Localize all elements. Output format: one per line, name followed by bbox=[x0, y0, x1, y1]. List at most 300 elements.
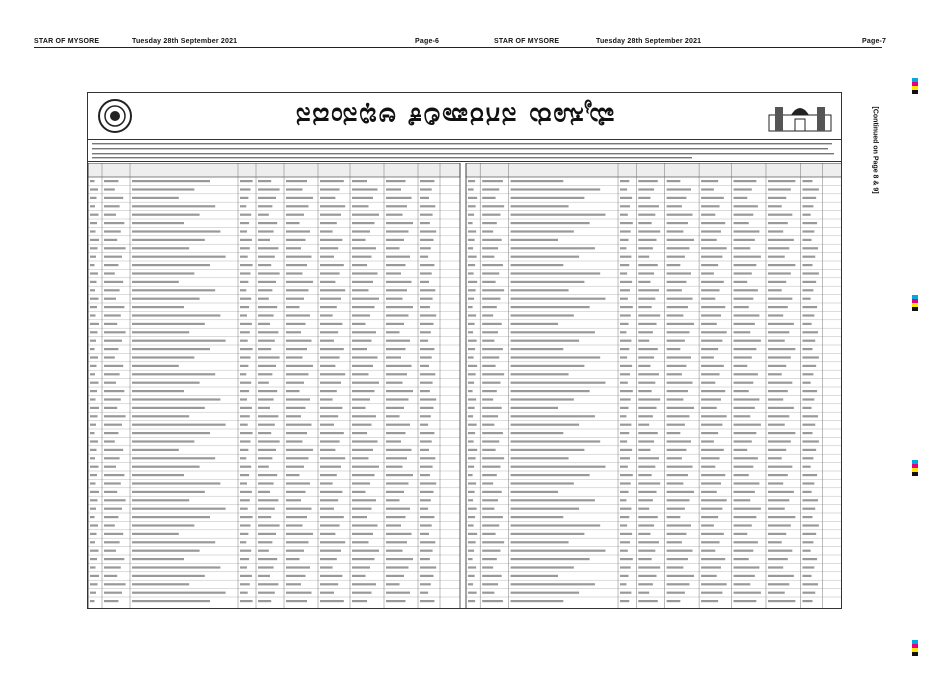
table-cell-text bbox=[667, 432, 681, 434]
table-cell-text bbox=[482, 466, 500, 468]
table-cell-text bbox=[386, 440, 401, 442]
table-cell-text bbox=[620, 575, 629, 577]
table-cell-text bbox=[240, 449, 248, 451]
table-cell-text bbox=[420, 365, 429, 367]
table-cell-text bbox=[734, 264, 757, 266]
table-cell-text bbox=[802, 541, 813, 543]
table-cell-text bbox=[482, 340, 494, 342]
table-cell-text bbox=[667, 583, 690, 585]
table-cell-text bbox=[468, 415, 473, 417]
table-cell-text bbox=[240, 550, 251, 552]
table-cell-text bbox=[638, 449, 650, 451]
table-cell-text bbox=[352, 533, 373, 535]
table-cell-text bbox=[701, 390, 725, 392]
table-cell-text bbox=[734, 214, 754, 216]
table-cell-text bbox=[90, 373, 95, 375]
table-cell-text bbox=[132, 440, 194, 442]
table-cell-text bbox=[420, 373, 435, 375]
table-cell-text bbox=[638, 281, 650, 283]
table-cell-text bbox=[320, 415, 338, 417]
table-cell-text bbox=[420, 457, 435, 459]
table-cell-text bbox=[90, 348, 95, 350]
table-cell-text bbox=[132, 575, 205, 577]
table-cell-text bbox=[132, 424, 226, 426]
table-cell-text bbox=[482, 205, 504, 207]
table-cell-text bbox=[468, 281, 477, 283]
table-cell-text bbox=[620, 180, 629, 182]
table-cell-text bbox=[511, 188, 601, 190]
table-cell-text bbox=[701, 415, 727, 417]
table-cell-text bbox=[482, 524, 499, 526]
table-cell-text bbox=[482, 592, 494, 594]
table-cell-text bbox=[286, 457, 309, 459]
table-cell-text bbox=[802, 180, 812, 182]
table-cell-text bbox=[386, 314, 409, 316]
table-cell-text bbox=[240, 466, 251, 468]
table-cell-text bbox=[258, 272, 280, 274]
table-cell-text bbox=[768, 524, 791, 526]
table-cell-text bbox=[352, 482, 370, 484]
table-cell-text bbox=[667, 415, 690, 417]
registration-marks-top bbox=[912, 78, 918, 94]
table-cell-text bbox=[701, 306, 725, 308]
table-cell-text bbox=[320, 508, 334, 510]
table-cell-text bbox=[620, 314, 631, 316]
table-cell-text bbox=[258, 407, 270, 409]
table-cell-text bbox=[240, 356, 251, 358]
table-cell-text bbox=[104, 566, 121, 568]
table-cell-text bbox=[132, 382, 200, 384]
table-cell-text bbox=[352, 264, 367, 266]
table-cell-text bbox=[386, 516, 406, 518]
table-cell-text bbox=[132, 205, 215, 207]
table-cell-text bbox=[638, 390, 651, 392]
table-cell-text bbox=[511, 340, 580, 342]
table-cell-text bbox=[638, 197, 650, 199]
table-cell-text bbox=[286, 356, 303, 358]
table-cell-text bbox=[511, 415, 595, 417]
table-cell-text bbox=[320, 222, 337, 224]
table-cell-text bbox=[734, 348, 757, 350]
table-cell-text bbox=[511, 583, 595, 585]
table-cell-text bbox=[734, 449, 748, 451]
table-cell-text bbox=[104, 440, 115, 442]
table-cell-text bbox=[320, 499, 338, 501]
table-cell-text bbox=[386, 466, 403, 468]
table-cell-text bbox=[286, 592, 312, 594]
table-cell-text bbox=[468, 340, 477, 342]
table-cell-text bbox=[320, 180, 344, 182]
table-cell-text bbox=[638, 314, 660, 316]
table-cell-text bbox=[258, 449, 276, 451]
table-cell-text bbox=[734, 466, 754, 468]
table-cell-text bbox=[701, 230, 721, 232]
table-cell-text bbox=[132, 239, 205, 241]
table-cell-text bbox=[667, 558, 688, 560]
table-cell-text bbox=[734, 516, 757, 518]
table-cell-text bbox=[104, 499, 126, 501]
table-cell-text bbox=[802, 440, 818, 442]
table-cell-text bbox=[320, 272, 340, 274]
table-cell-text bbox=[420, 247, 431, 249]
table-cell-text bbox=[286, 466, 304, 468]
table-cell-text bbox=[386, 331, 400, 333]
table-cell-text bbox=[104, 222, 124, 224]
table-cell-text bbox=[768, 440, 791, 442]
table-cell-text bbox=[768, 365, 786, 367]
table-cell-text bbox=[258, 575, 270, 577]
header-rule bbox=[34, 47, 882, 48]
table-cell-text bbox=[420, 180, 434, 182]
table-cell-text bbox=[468, 592, 477, 594]
table-cell-text bbox=[638, 516, 658, 518]
table-cell-text bbox=[802, 281, 816, 283]
table-cell-text bbox=[90, 457, 95, 459]
table-cell-text bbox=[734, 508, 761, 510]
table-cell-text bbox=[768, 424, 785, 426]
table-cell-text bbox=[386, 592, 410, 594]
table-cell-text bbox=[468, 205, 476, 207]
table-cell-text bbox=[352, 566, 370, 568]
table-cell-text bbox=[620, 214, 628, 216]
table-cell-text bbox=[620, 298, 628, 300]
table-cell-text bbox=[132, 289, 215, 291]
table-cell-text bbox=[511, 306, 590, 308]
table-cell-text bbox=[802, 264, 812, 266]
table-cell-text bbox=[386, 600, 406, 602]
table-cell-text bbox=[468, 533, 477, 535]
table-cell-text bbox=[511, 508, 580, 510]
table-cell-text bbox=[90, 424, 96, 426]
table-cell-text bbox=[90, 390, 97, 392]
table-cell-text bbox=[620, 398, 631, 400]
table-cell-text bbox=[802, 491, 811, 493]
table-cell-text bbox=[386, 272, 401, 274]
table-cell-text bbox=[132, 298, 200, 300]
table-cell-text bbox=[638, 499, 653, 501]
table-cell-text bbox=[420, 264, 434, 266]
table-cell-text bbox=[258, 550, 269, 552]
table-cell-text bbox=[511, 499, 595, 501]
table-cell-text bbox=[352, 432, 367, 434]
table-cell-text bbox=[104, 356, 115, 358]
table-cell-text bbox=[482, 314, 493, 316]
table-cell-text bbox=[258, 306, 277, 308]
table-cell-text bbox=[468, 491, 475, 493]
table-cell-text bbox=[734, 281, 748, 283]
table-cell-text bbox=[701, 398, 721, 400]
table-cell-text bbox=[638, 382, 655, 384]
table-cell-text bbox=[511, 272, 601, 274]
table-cell-text bbox=[734, 499, 751, 501]
table-cell-text bbox=[320, 440, 340, 442]
table-cell-text bbox=[701, 592, 722, 594]
table-cell-text bbox=[420, 348, 434, 350]
table-cell-text bbox=[667, 214, 693, 216]
table-cell-text bbox=[420, 516, 434, 518]
table-cell-text bbox=[352, 592, 372, 594]
table-cell-text bbox=[667, 264, 681, 266]
table-cell-text bbox=[638, 533, 650, 535]
table-cell-text bbox=[240, 188, 251, 190]
table-cell-text bbox=[667, 575, 694, 577]
table-cell-text bbox=[468, 575, 475, 577]
table-cell-text bbox=[104, 398, 121, 400]
table-cell-text bbox=[286, 524, 303, 526]
table-cell-text bbox=[286, 449, 313, 451]
table-cell-text bbox=[620, 222, 633, 224]
table-cell-text bbox=[420, 600, 434, 602]
table-cell-text bbox=[511, 281, 585, 283]
table-cell-text bbox=[638, 348, 658, 350]
table-cell-text bbox=[768, 214, 792, 216]
table-cell-text bbox=[240, 205, 246, 207]
table-cell-text bbox=[468, 264, 475, 266]
table-cell-text bbox=[320, 382, 341, 384]
table-cell-text bbox=[320, 197, 335, 199]
table-cell-text bbox=[802, 365, 816, 367]
table-cell-text bbox=[620, 356, 627, 358]
table-cell-text bbox=[511, 457, 569, 459]
table-cell-text bbox=[386, 575, 404, 577]
table-cell-text bbox=[667, 398, 684, 400]
table-cell-text bbox=[320, 348, 344, 350]
table-cell-text bbox=[802, 298, 810, 300]
table-cell-text bbox=[468, 298, 474, 300]
table-cell-text bbox=[482, 541, 504, 543]
table-cell-text bbox=[468, 256, 477, 258]
table-cell-text bbox=[802, 482, 814, 484]
table-cell-text bbox=[132, 323, 205, 325]
table-cell-text bbox=[386, 482, 409, 484]
table-cell-text bbox=[386, 398, 409, 400]
table-cell-text bbox=[132, 533, 179, 535]
table-cell-text bbox=[482, 449, 495, 451]
table-cell-text bbox=[90, 314, 96, 316]
table-cell-text bbox=[258, 214, 269, 216]
table-cell-text bbox=[638, 583, 653, 585]
table-cell-text bbox=[511, 600, 564, 602]
table-cell-text bbox=[420, 566, 436, 568]
table-cell-text bbox=[701, 264, 718, 266]
table-cell-text bbox=[352, 491, 366, 493]
table-cell-text bbox=[258, 457, 272, 459]
table-cell-text bbox=[701, 373, 719, 375]
table-cell-text bbox=[258, 432, 271, 434]
table-cell-text bbox=[620, 558, 633, 560]
table-cell-text bbox=[286, 491, 306, 493]
table-cell-text bbox=[90, 356, 98, 358]
table-cell-text bbox=[240, 247, 250, 249]
table-cell-text bbox=[511, 550, 606, 552]
table-cell-text bbox=[701, 256, 722, 258]
table-cell-text bbox=[802, 247, 818, 249]
table-cell-text bbox=[320, 449, 335, 451]
table-cell-text bbox=[258, 474, 277, 476]
table-cell-text bbox=[240, 197, 248, 199]
table-cell-text bbox=[420, 205, 435, 207]
table-cell-text bbox=[802, 373, 813, 375]
table-cell-text bbox=[667, 205, 682, 207]
table-cell-text bbox=[258, 508, 275, 510]
table-cell-text bbox=[620, 365, 632, 367]
table-cell-text bbox=[286, 583, 301, 585]
table-cell-text bbox=[667, 180, 681, 182]
table-cell-text bbox=[258, 398, 274, 400]
table-cell-text bbox=[90, 541, 95, 543]
table-cell-text bbox=[258, 524, 280, 526]
table-cell-text bbox=[667, 356, 691, 358]
table-cell-text bbox=[638, 592, 649, 594]
table-cell-text bbox=[352, 365, 373, 367]
table-cell-text bbox=[132, 499, 189, 501]
table-cell-text bbox=[638, 432, 658, 434]
table-cell-text bbox=[286, 575, 306, 577]
table-cell-text bbox=[468, 331, 473, 333]
table-cell-text bbox=[768, 222, 788, 224]
table-cell-text bbox=[286, 298, 304, 300]
table-cell-text bbox=[620, 323, 629, 325]
table-cell-text bbox=[511, 256, 580, 258]
table-cell-text bbox=[768, 197, 786, 199]
table-cell-text bbox=[386, 491, 404, 493]
table-cell-text bbox=[352, 390, 375, 392]
table-cell-text bbox=[802, 583, 818, 585]
table-cell-text bbox=[802, 474, 817, 476]
table-cell-text bbox=[802, 314, 814, 316]
table-cell-text bbox=[420, 239, 434, 241]
table-cell-text bbox=[768, 230, 783, 232]
table-cell-text bbox=[667, 491, 694, 493]
table-cell-text bbox=[768, 516, 795, 518]
table-cell-text bbox=[734, 583, 751, 585]
table-cell-text bbox=[258, 424, 275, 426]
table-cell-text bbox=[104, 415, 126, 417]
table-cell-text bbox=[638, 180, 658, 182]
table-cell-text bbox=[701, 550, 715, 552]
table-cell-text bbox=[701, 575, 717, 577]
table-cell-text bbox=[468, 348, 475, 350]
table-cell-text bbox=[320, 474, 337, 476]
table-cell-text bbox=[734, 256, 761, 258]
table-cell-text bbox=[802, 566, 814, 568]
table-cell-text bbox=[701, 247, 727, 249]
table-cell-text bbox=[701, 180, 718, 182]
table-cell-text bbox=[240, 440, 251, 442]
table-cell-text bbox=[320, 424, 334, 426]
table-cell-text bbox=[667, 289, 682, 291]
table-cell-text bbox=[386, 424, 410, 426]
table-cell-text bbox=[352, 281, 373, 283]
table-cell-text bbox=[420, 306, 430, 308]
table-cell-text bbox=[286, 314, 310, 316]
table-cell-text bbox=[482, 298, 500, 300]
table-cell-text bbox=[620, 289, 630, 291]
table-cell-text bbox=[701, 566, 721, 568]
table-cell-text bbox=[511, 247, 595, 249]
table-cell-text bbox=[620, 550, 628, 552]
table-cell-text bbox=[667, 314, 684, 316]
table-cell-text bbox=[286, 440, 303, 442]
table-cell-text bbox=[258, 264, 271, 266]
table-cell-text bbox=[734, 180, 757, 182]
table-cell-text bbox=[482, 390, 497, 392]
table-cell-text bbox=[734, 432, 757, 434]
table-cell-text bbox=[90, 281, 97, 283]
table-cell-text bbox=[482, 180, 503, 182]
table-cell-text bbox=[667, 424, 685, 426]
table-cell-text bbox=[667, 256, 685, 258]
table-cell-text bbox=[667, 533, 687, 535]
table-cell-text bbox=[468, 432, 475, 434]
table-cell-text bbox=[638, 415, 653, 417]
table-cell-text bbox=[701, 474, 725, 476]
table-cell-text bbox=[352, 323, 366, 325]
table-cell-text bbox=[511, 365, 585, 367]
table-cell-text bbox=[667, 230, 684, 232]
table-cell-text bbox=[468, 180, 475, 182]
table-cell-text bbox=[620, 466, 628, 468]
table-cell-text bbox=[90, 289, 95, 291]
table-cell-text bbox=[701, 499, 727, 501]
table-cell-text bbox=[482, 264, 503, 266]
table-cell-text bbox=[667, 331, 690, 333]
table-cell-text bbox=[258, 323, 270, 325]
table-cell-text bbox=[420, 533, 429, 535]
table-cell-text bbox=[240, 239, 252, 241]
table-cell-text bbox=[420, 281, 429, 283]
table-cell-text bbox=[768, 474, 788, 476]
table-cell-text bbox=[802, 222, 817, 224]
table-cell-text bbox=[734, 323, 755, 325]
table-cell-text bbox=[482, 600, 503, 602]
table-cell-text bbox=[132, 230, 220, 232]
table-cell-text bbox=[240, 256, 248, 258]
table-cell-text bbox=[511, 449, 585, 451]
table-cell-text bbox=[420, 314, 436, 316]
table-cell-text bbox=[132, 214, 200, 216]
table-cell-text bbox=[258, 331, 278, 333]
table-cell-text bbox=[768, 482, 783, 484]
table-cell-text bbox=[420, 214, 433, 216]
table-cell-text bbox=[802, 524, 818, 526]
table-cell-text bbox=[386, 407, 404, 409]
table-cell-text bbox=[768, 256, 785, 258]
table-cell-text bbox=[638, 230, 660, 232]
table-cell-text bbox=[638, 222, 651, 224]
table-cell-text bbox=[420, 188, 432, 190]
table-cell-text bbox=[386, 583, 400, 585]
table-cell-text bbox=[768, 491, 794, 493]
table-cell-text bbox=[768, 188, 791, 190]
table-cell-text bbox=[386, 264, 406, 266]
table-cell-text bbox=[482, 188, 499, 190]
table-cell-text bbox=[734, 306, 749, 308]
table-cell-text bbox=[468, 449, 477, 451]
table-cell-text bbox=[701, 457, 719, 459]
table-cell-text bbox=[240, 432, 253, 434]
table-cell-text bbox=[420, 230, 436, 232]
table-cell-text bbox=[286, 424, 312, 426]
table-cell-text bbox=[638, 566, 660, 568]
table-cell-text bbox=[638, 474, 651, 476]
table-cell-text bbox=[104, 432, 118, 434]
table-cell-text bbox=[286, 373, 309, 375]
table-cell-text bbox=[132, 264, 210, 266]
table-cell-text bbox=[667, 222, 688, 224]
table-cell-text bbox=[258, 482, 274, 484]
table-cell-text bbox=[802, 306, 817, 308]
